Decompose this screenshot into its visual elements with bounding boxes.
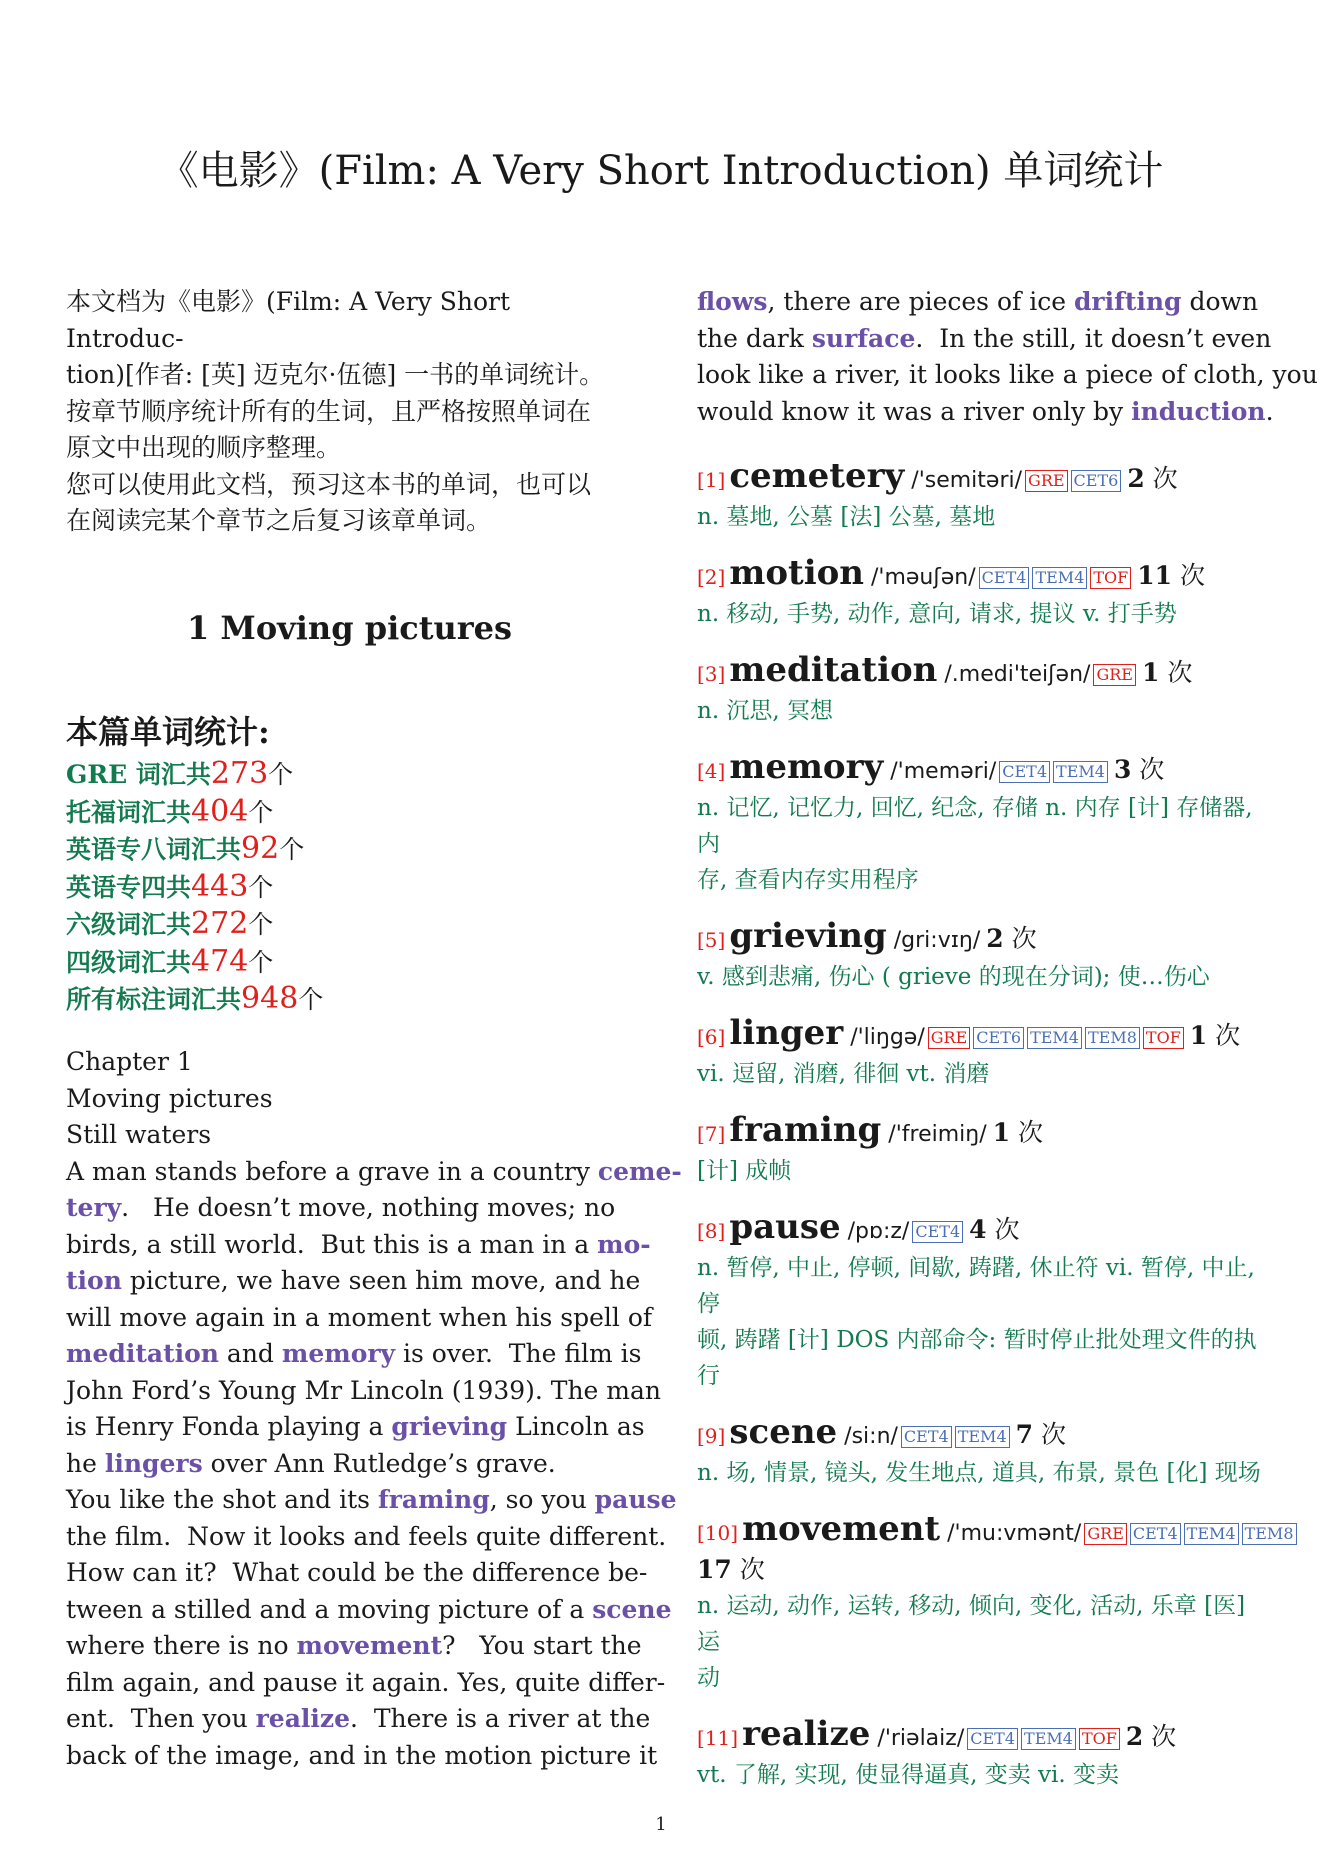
entry-definition: n. 沉思, 冥想 bbox=[697, 698, 834, 724]
entry-count-line bbox=[697, 1552, 1265, 1588]
entry-word: cemetery bbox=[729, 456, 905, 496]
entry-definition: n. 场, 情景, 镜头, 发生地点, 道具, 布景, 景色 [化] 现场 bbox=[697, 1460, 1261, 1486]
text-segment: the film. Now it looks and feels quite different. bbox=[66, 1521, 667, 1551]
entry-index: [3] bbox=[697, 662, 726, 686]
stat-count: 474 bbox=[191, 943, 249, 979]
text-segment: back of the image, and in the motion picture it bbox=[66, 1740, 658, 1770]
level-tag: TEM4 bbox=[1027, 1027, 1082, 1049]
entry-index: [6] bbox=[697, 1025, 726, 1049]
stat-row bbox=[66, 831, 633, 869]
text-line bbox=[66, 1154, 682, 1191]
level-tag: TEM4 bbox=[1032, 567, 1087, 589]
vocab-entry bbox=[697, 1509, 1294, 1696]
entry-count-unit: 次 bbox=[1003, 924, 1037, 953]
entry-count: 2 bbox=[1127, 464, 1145, 493]
level-tag: CET4 bbox=[901, 1426, 952, 1448]
entry-index: [10] bbox=[697, 1521, 739, 1545]
level-tag: CET6 bbox=[973, 1027, 1024, 1049]
text-line bbox=[697, 357, 1318, 394]
entry-definition: [计] 成帧 bbox=[697, 1158, 792, 1184]
level-tag: TOF bbox=[1143, 1027, 1184, 1049]
entry-phonetic: /.medi'teiʃən/ bbox=[937, 662, 1091, 687]
text-segment: . In the still, it doesn’t even bbox=[915, 323, 1272, 353]
intro-line: 您可以使用此文档，预习这本书的单词，也可以 bbox=[66, 469, 592, 499]
text-segment: You like the shot and its bbox=[66, 1485, 378, 1514]
intro-block bbox=[66, 284, 633, 540]
stat-unit: 个 bbox=[248, 872, 274, 902]
entry-count: 1 bbox=[1141, 658, 1160, 687]
highlighted-word: surface bbox=[811, 323, 916, 353]
entry-phonetic: /pɒ:z/ bbox=[840, 1219, 910, 1244]
entry-phonetic: /gri:vɪŋ/ bbox=[886, 928, 981, 953]
text-segment: is Henry Fonda playing a bbox=[66, 1412, 392, 1441]
text-segment: How can it? What could be the difference be- bbox=[66, 1558, 648, 1587]
text-segment: , there are pieces of ice bbox=[767, 287, 1074, 316]
entry-word: realize bbox=[742, 1714, 871, 1754]
chapter-heading: Still waters bbox=[66, 1120, 212, 1149]
entry-definition: 行 bbox=[697, 1363, 720, 1389]
entry-phonetic: /'liŋgə/ bbox=[843, 1025, 925, 1050]
level-tag: TEM4 bbox=[955, 1426, 1010, 1448]
text-line bbox=[66, 1555, 648, 1592]
text-line bbox=[66, 1409, 645, 1446]
level-tag: GRE bbox=[1084, 1523, 1127, 1545]
entry-index: [1] bbox=[697, 468, 726, 492]
vocab-entry bbox=[697, 1414, 1265, 1491]
text-segment: is over. The film is bbox=[395, 1339, 642, 1368]
level-tag: TEM4 bbox=[1053, 761, 1108, 783]
text-segment: would know it was a river only by bbox=[697, 396, 1132, 426]
text-segment: . There is a river at the bbox=[350, 1704, 651, 1733]
text-segment: he bbox=[66, 1448, 105, 1478]
text-segment: . He doesn’t move, nothing moves; no bbox=[121, 1193, 616, 1222]
level-tag: TEM4 bbox=[1021, 1728, 1076, 1750]
stat-count: 443 bbox=[191, 868, 249, 904]
entry-header bbox=[697, 1015, 1265, 1056]
intro-line: 本文档为《电影》(Film: A Very Short Introduc- bbox=[66, 287, 511, 353]
entry-word: memory bbox=[729, 747, 884, 787]
entry-phonetic: /'semitəri/ bbox=[904, 468, 1023, 493]
level-tag: CET4 bbox=[912, 1221, 963, 1243]
stat-count: 92 bbox=[241, 831, 280, 866]
text-segment: over Ann Rutledge’s grave. bbox=[202, 1448, 556, 1478]
level-tag: TEM4 bbox=[1184, 1523, 1239, 1545]
level-tag: GRE bbox=[1093, 664, 1136, 686]
text-line bbox=[66, 1738, 658, 1775]
text-segment: birds, a still world. But this is a man in a bbox=[66, 1229, 598, 1259]
stat-row bbox=[66, 756, 633, 794]
stat-row bbox=[66, 944, 633, 982]
chapter-paragraph bbox=[66, 1154, 682, 1775]
highlighted-word: induction bbox=[1131, 396, 1266, 426]
level-tag: TOF bbox=[1090, 567, 1131, 589]
text-line bbox=[66, 1300, 653, 1337]
entry-count: 2 bbox=[986, 924, 1004, 953]
right-column bbox=[697, 284, 1318, 1793]
chapter-heading: Chapter 1 bbox=[66, 1047, 193, 1076]
stat-unit: 个 bbox=[248, 947, 274, 977]
text-segment: A man stands before a grave in a country bbox=[66, 1156, 598, 1186]
chapter-text bbox=[66, 1044, 682, 1774]
text-line bbox=[66, 1336, 642, 1373]
level-tag: GRE bbox=[928, 1027, 971, 1049]
stat-unit: 个 bbox=[248, 797, 274, 827]
text-line bbox=[66, 1373, 662, 1410]
highlighted-word: grieving bbox=[391, 1412, 508, 1441]
text-line bbox=[66, 1227, 651, 1264]
entry-word: pause bbox=[729, 1207, 841, 1247]
text-line bbox=[697, 284, 1265, 321]
stat-row bbox=[66, 981, 633, 1019]
intro-line: tion)[作者: [英] 迈克尔·伍德] 一书的单词统计。 bbox=[66, 360, 605, 389]
entry-count-unit: 次 bbox=[1033, 1420, 1066, 1449]
stat-label: GRE 词汇共 bbox=[66, 760, 211, 789]
level-tag: CET6 bbox=[1071, 470, 1122, 492]
highlighted-word: pause bbox=[594, 1485, 677, 1514]
entry-count: 2 bbox=[1125, 1722, 1144, 1751]
text-segment: film again, and pause it again. Yes, quite differ- bbox=[66, 1667, 666, 1697]
highlighted-word: ceme- bbox=[597, 1156, 682, 1186]
text-line bbox=[66, 1190, 633, 1227]
entry-header bbox=[697, 749, 1265, 790]
level-tag: TEM8 bbox=[1242, 1523, 1297, 1545]
vocabulary-list bbox=[697, 456, 1294, 1793]
text-segment: where there is no bbox=[66, 1631, 297, 1660]
entry-index: [11] bbox=[697, 1726, 739, 1750]
entry-count: 1 bbox=[992, 1118, 1011, 1147]
text-line bbox=[697, 394, 1274, 431]
text-line bbox=[66, 1701, 651, 1738]
stat-count: 272 bbox=[191, 906, 249, 941]
highlighted-word: flows bbox=[697, 287, 768, 316]
section-title: 1 Moving pictures bbox=[187, 609, 512, 647]
text-segment: ent. Then you bbox=[66, 1704, 256, 1733]
entry-word: linger bbox=[729, 1013, 844, 1053]
entry-word: movement bbox=[742, 1509, 941, 1549]
entry-count: 7 bbox=[1015, 1420, 1034, 1449]
entry-count: 11 bbox=[1137, 561, 1173, 590]
stat-label: 六级词汇共 bbox=[66, 910, 192, 939]
entry-definition: vt. 了解, 实现, 使显得逼真, 变卖 vi. 变卖 bbox=[697, 1762, 1120, 1788]
highlighted-word: tery bbox=[66, 1193, 122, 1222]
stat-label: 托福词汇共 bbox=[66, 797, 192, 827]
entry-phonetic: /'freimiŋ/ bbox=[881, 1122, 987, 1147]
stat-count: 273 bbox=[210, 756, 269, 791]
entry-header bbox=[697, 918, 1265, 959]
page-number: 1 bbox=[655, 1814, 667, 1835]
entry-count-unit: 次 bbox=[1010, 1118, 1043, 1147]
stats-title: 本篇单词统计: bbox=[66, 713, 270, 751]
text-line bbox=[66, 1263, 641, 1300]
vocab-entry bbox=[697, 1716, 1265, 1793]
entry-phonetic: /si:n/ bbox=[837, 1424, 898, 1449]
entry-phonetic: /'mu:vmənt/ bbox=[940, 1521, 1082, 1546]
entry-index: [9] bbox=[697, 1424, 726, 1448]
entry-index: [5] bbox=[697, 928, 726, 952]
highlighted-word: movement bbox=[296, 1631, 443, 1660]
highlighted-word: drifting bbox=[1073, 287, 1182, 316]
entry-header bbox=[697, 1209, 1265, 1250]
entry-count-unit: 次 bbox=[731, 1555, 765, 1584]
stat-label: 所有标注词汇共 bbox=[66, 985, 242, 1014]
entry-count-unit: 次 bbox=[986, 1215, 1020, 1244]
entry-phonetic: /'məuʃən/ bbox=[864, 565, 976, 590]
stat-count: 404 bbox=[191, 793, 249, 829]
entry-header bbox=[697, 555, 1265, 596]
entry-header bbox=[697, 1509, 1294, 1552]
stat-label: 英语专四共 bbox=[66, 872, 192, 902]
vocab-entry bbox=[697, 1112, 1265, 1189]
highlighted-word: framing bbox=[377, 1485, 490, 1514]
entry-count-unit: 次 bbox=[1172, 561, 1206, 590]
text-segment: and bbox=[218, 1339, 282, 1368]
entry-definition: v. 感到悲痛, 伤心 ( grieve 的现在分词); 使…伤心 bbox=[697, 964, 1210, 990]
text-segment: look like a river, it looks like a piece of cloth, you bbox=[697, 360, 1318, 389]
highlighted-word: realize bbox=[255, 1704, 350, 1733]
text-line bbox=[66, 1628, 642, 1665]
chapter-heading: Moving pictures bbox=[66, 1083, 273, 1113]
stat-unit: 个 bbox=[248, 910, 274, 939]
text-segment: down bbox=[1181, 287, 1259, 316]
entry-header bbox=[697, 1716, 1265, 1757]
intro-line: 按章节顺序统计所有的生词，且严格按照单词在 bbox=[66, 396, 592, 426]
chapter-headings bbox=[66, 1044, 633, 1154]
level-tag: TOF bbox=[1079, 1728, 1120, 1750]
entry-definition: 动 bbox=[697, 1665, 720, 1691]
stats-block bbox=[66, 712, 633, 1019]
entry-count: 17 bbox=[697, 1555, 732, 1584]
level-tag: CET4 bbox=[967, 1728, 1018, 1750]
text-segment: will move again in a moment when his spell of bbox=[66, 1302, 653, 1332]
entry-definition: 存, 查看内存实用程序 bbox=[697, 867, 919, 893]
stat-label: 英语专八词汇共 bbox=[66, 835, 242, 864]
stat-unit: 个 bbox=[268, 760, 294, 789]
text-segment: tween a stilled and a moving picture of a bbox=[66, 1594, 593, 1624]
highlighted-word: lingers bbox=[104, 1448, 203, 1478]
text-line bbox=[66, 1446, 633, 1483]
vocab-entry bbox=[697, 918, 1265, 995]
entry-definition: vi. 逗留, 消磨, 徘徊 vt. 消磨 bbox=[697, 1061, 990, 1087]
entry-header bbox=[697, 652, 1265, 693]
entry-phonetic: /'riəlaiz/ bbox=[870, 1726, 965, 1751]
level-tag: CET4 bbox=[999, 761, 1050, 783]
highlighted-word: memory bbox=[281, 1339, 396, 1368]
level-tag: GRE bbox=[1025, 470, 1068, 492]
entry-word: meditation bbox=[729, 650, 938, 690]
text-segment: picture, we have seen him move, and he bbox=[121, 1266, 641, 1295]
level-tag: CET4 bbox=[979, 567, 1030, 589]
vocab-entry bbox=[697, 652, 1265, 729]
level-tag: CET4 bbox=[1130, 1523, 1181, 1545]
highlighted-word: tion bbox=[66, 1266, 122, 1295]
entry-count-unit: 次 bbox=[1144, 464, 1178, 493]
intro-paragraph bbox=[66, 284, 633, 540]
intro-line: 在阅读完某个章节之后复习该章单词。 bbox=[66, 506, 492, 535]
level-tag: TEM8 bbox=[1085, 1027, 1140, 1049]
text-segment: . bbox=[1265, 396, 1274, 426]
entry-word: grieving bbox=[729, 916, 887, 956]
entry-word: motion bbox=[729, 553, 865, 593]
highlighted-word: scene bbox=[592, 1594, 672, 1624]
entry-definition: n. 记忆, 记忆力, 回忆, 纪念, 存储 n. 内存 [计] 存储器, 内 bbox=[697, 795, 1253, 857]
text-segment: , so you bbox=[489, 1485, 595, 1514]
highlighted-word: mo- bbox=[597, 1229, 651, 1259]
stat-unit: 个 bbox=[279, 835, 305, 864]
entry-definition: n. 墓地, 公墓 [法] 公墓, 墓地 bbox=[697, 504, 996, 530]
entry-word: scene bbox=[729, 1412, 838, 1452]
vocab-entry bbox=[697, 458, 1265, 535]
entry-count-unit: 次 bbox=[1131, 755, 1165, 784]
vocab-entry bbox=[697, 1015, 1265, 1092]
entry-definition: n. 运动, 动作, 运转, 移动, 倾向, 变化, 活动, 乐章 [医] 运 bbox=[697, 1593, 1246, 1655]
entry-phonetic: /'meməri/ bbox=[883, 759, 997, 784]
stat-unit: 个 bbox=[298, 985, 324, 1014]
text-line bbox=[66, 1482, 677, 1519]
intro-line: 原文中出现的顺序整理。 bbox=[66, 433, 342, 462]
entry-count: 3 bbox=[1113, 755, 1132, 784]
text-line bbox=[66, 1665, 666, 1702]
entry-index: [2] bbox=[697, 565, 726, 589]
entry-index: [8] bbox=[697, 1219, 726, 1243]
entry-index: [7] bbox=[697, 1122, 726, 1146]
stat-row bbox=[66, 869, 633, 907]
entry-index: [4] bbox=[697, 759, 726, 783]
entry-header bbox=[697, 458, 1265, 499]
text-line bbox=[66, 1519, 667, 1556]
text-segment: the dark bbox=[697, 323, 812, 353]
stat-count: 948 bbox=[241, 981, 299, 1016]
stat-label: 四级词汇共 bbox=[66, 947, 192, 977]
vocab-entry bbox=[697, 1209, 1265, 1394]
stats-list bbox=[66, 756, 633, 1019]
text-segment: ? You start the bbox=[442, 1631, 642, 1660]
entry-count: 4 bbox=[969, 1215, 987, 1244]
entry-definition: 顿, 踌躇 [计] DOS 内部命令: 暂时停止批处理文件的执 bbox=[697, 1327, 1257, 1353]
entry-word: framing bbox=[729, 1110, 882, 1150]
highlighted-word: meditation bbox=[66, 1339, 219, 1368]
entry-header bbox=[697, 1414, 1265, 1455]
vocab-entry bbox=[697, 749, 1265, 898]
entry-count: 1 bbox=[1189, 1021, 1208, 1050]
vocab-entry bbox=[697, 555, 1265, 632]
entry-definition: n. 暂停, 中止, 停顿, 间歇, 踌躇, 休止符 vi. 暂停, 中止, 停 bbox=[697, 1255, 1255, 1317]
entry-header bbox=[697, 1112, 1265, 1153]
text-line bbox=[66, 1592, 672, 1629]
entry-count-unit: 次 bbox=[1159, 658, 1193, 687]
text-line bbox=[697, 321, 1272, 358]
text-segment: Lincoln as bbox=[507, 1412, 645, 1441]
stat-row bbox=[66, 794, 633, 832]
entry-definition: n. 移动, 手势, 动作, 意向, 请求, 提议 v. 打手势 bbox=[697, 601, 1177, 627]
entry-count-unit: 次 bbox=[1143, 1722, 1177, 1751]
document-title: 《电影》(Film: A Very Short Introduction) 单词统计 bbox=[158, 148, 1164, 194]
stat-row bbox=[66, 906, 633, 944]
text-segment: John Ford’s Young Mr Lincoln (1939). The man bbox=[66, 1375, 662, 1405]
chapter-paragraph-continued bbox=[697, 284, 1318, 430]
entry-count-unit: 次 bbox=[1207, 1021, 1241, 1050]
